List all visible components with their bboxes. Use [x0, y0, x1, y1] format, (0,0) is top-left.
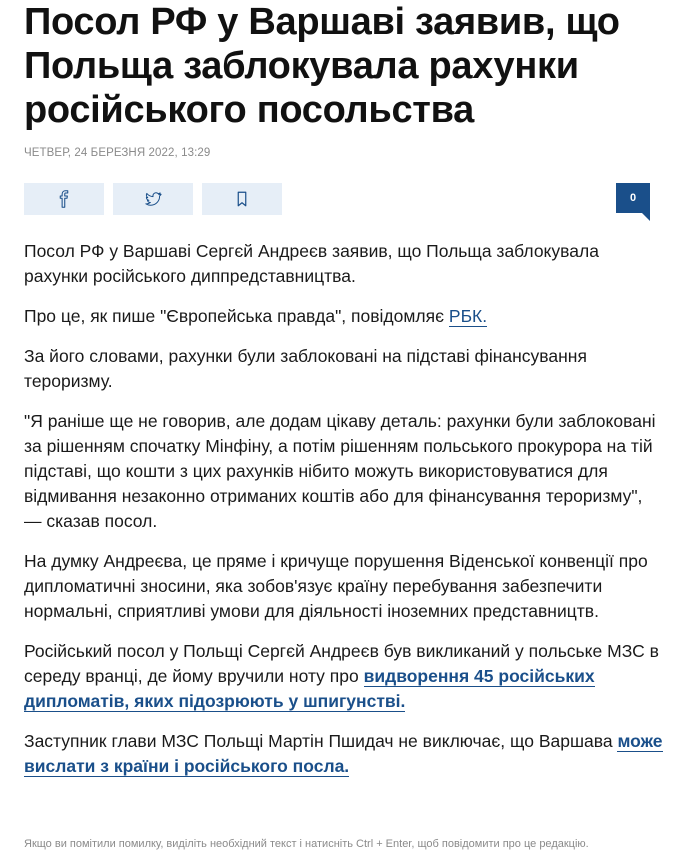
link-expulsion-diplomats[interactable]: видворення 45 російських дипломатів, яких підозрюють у шпигунстві. — [24, 666, 595, 711]
paragraph-1: Посол РФ у Варшаві Сергєй Андреєв заявив, що Польща заблокувала рахунки російського диппредставництва. — [24, 241, 599, 286]
comments-count-button[interactable]: 0 — [616, 183, 650, 213]
share-bar — [24, 183, 282, 215]
bookmark-button[interactable] — [202, 183, 282, 215]
paragraph-5: На думку Андреєва, це пряме і кричуще порушення Віденської конвенції про дипломатичні зносини, яка зобов'язує країну перебування забезпечити нормальні, сприятливі умови для діяльності іноземних представництв. — [24, 551, 648, 621]
paragraph-2 — [24, 304, 664, 329]
paragraph-7-text: Заступник глави МЗС Польщі Мартін Пшидач не виключає, що Варшава — [24, 731, 618, 751]
bookmark-icon — [233, 190, 251, 208]
paragraph-7 — [24, 729, 664, 779]
paragraph-6 — [24, 639, 664, 714]
paragraph-4-quote: "Я раніше ще не говорив, але додам цікаву деталь: рахунки були заблоковані за рішенням спочатку Мінфіну, а потім рішенням польського прокурора на тій підставі, що кошти з цих рахунків нібито можуть використовуватися для відмивання незаконно отриманих коштів або для фінансування тероризму", — сказав посол. — [24, 411, 656, 531]
facebook-share-button[interactable] — [24, 183, 104, 215]
paragraph-2-text: Про це, як пише "Європейська правда", повідомляє — [24, 306, 449, 326]
source-link-rbk[interactable]: РБК. — [448, 306, 488, 326]
article-body — [24, 239, 664, 794]
error-report-note: Якщо ви помітили помилку, виділіть необхідний текст і натисніть Ctrl + Enter, щоб повідомити про це редакцію. — [24, 838, 589, 850]
facebook-icon — [55, 190, 73, 208]
twitter-icon — [144, 190, 162, 208]
twitter-share-button[interactable] — [113, 183, 193, 215]
publish-date: ЧЕТВЕР, 24 БЕРЕЗНЯ 2022, 13:29 — [24, 147, 211, 159]
paragraph-6-text: Російський посол у Польщі Сергєй Андреєв був викликаний у польське МЗС в середу вранці, де йому вручили ноту про — [24, 641, 659, 686]
article-headline: Посол РФ у Варшаві заявив, що Польща заблокувала рахунки російського посольства — [24, 1, 620, 131]
paragraph-3: За його словами, рахунки були заблоковані на підставі фінансування тероризму. — [24, 346, 587, 391]
link-expel-ambassador[interactable]: може вислати з країни і російського посла. — [24, 731, 663, 776]
